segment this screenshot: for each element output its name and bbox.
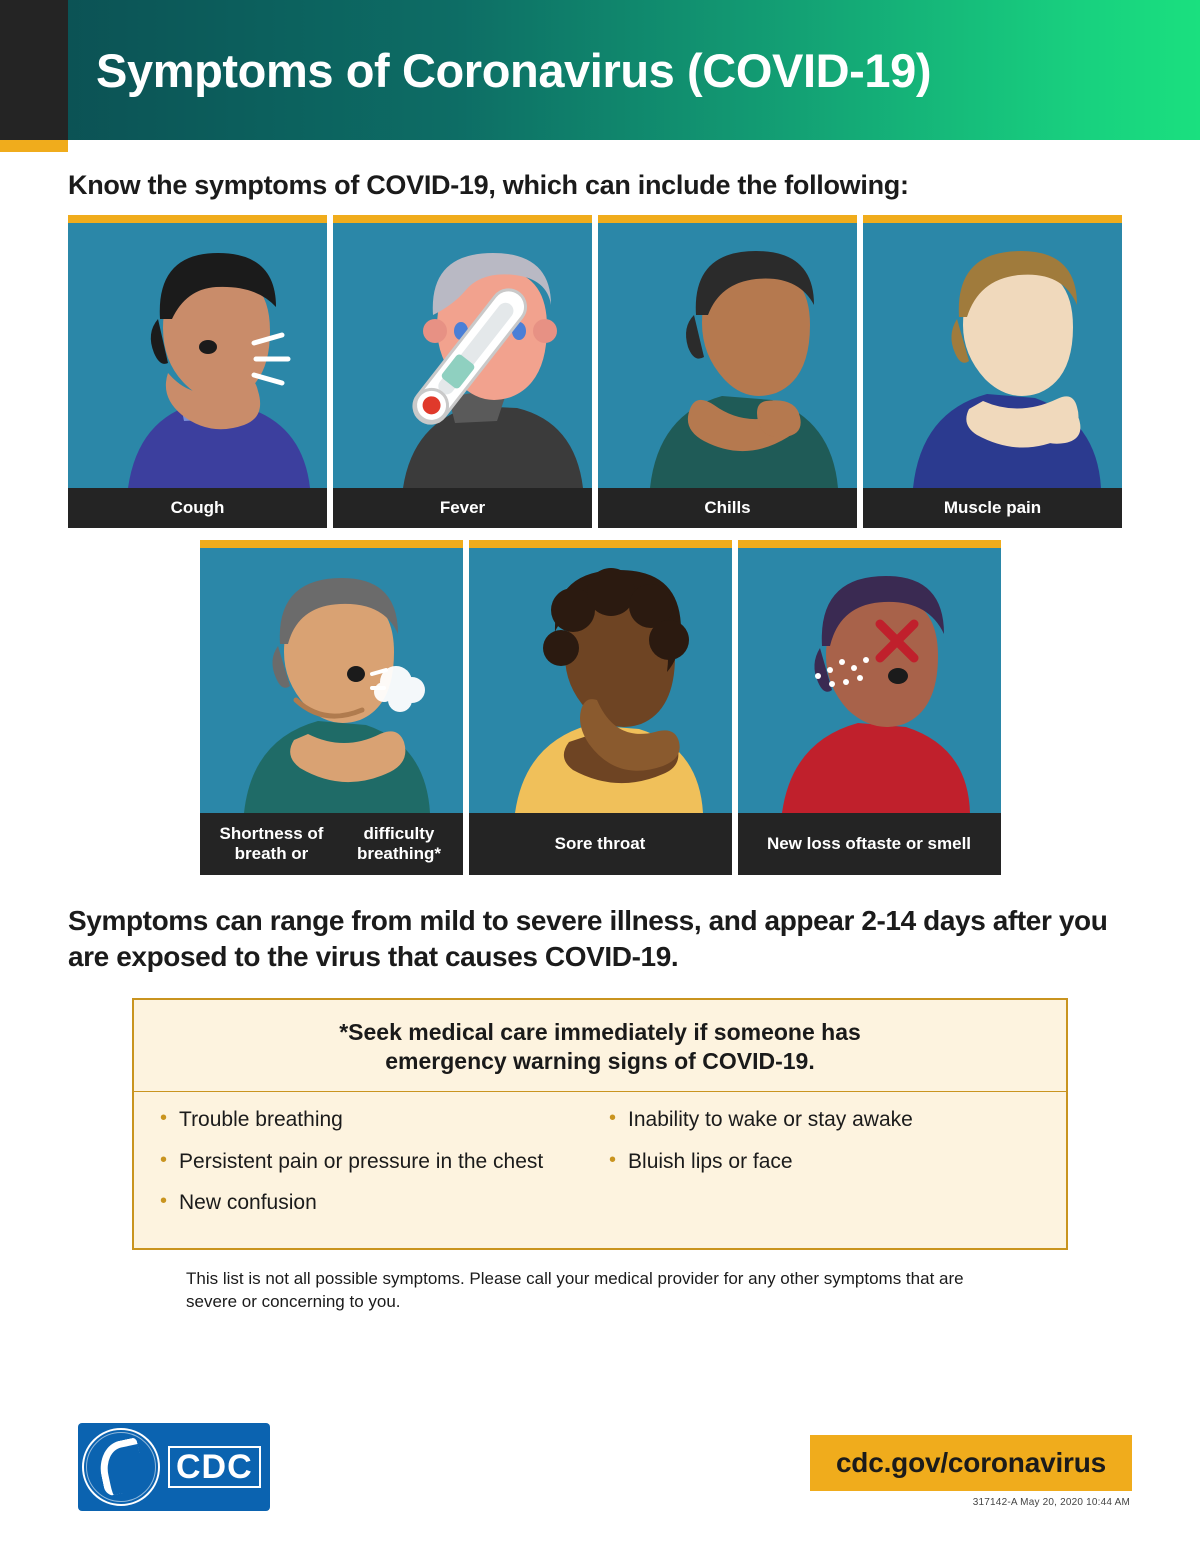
list-item-label: Persistent pain or pressure in the chest — [179, 1149, 544, 1173]
list-item — [160, 1106, 591, 1133]
poster-footer — [0, 1413, 1200, 1553]
bullet-icon: • — [609, 1148, 617, 1171]
disclaimer-text: This list is not all possible symptoms. Please call your medical provider for any other symptoms that are severe or concerning to you. — [186, 1269, 964, 1312]
bullet-icon: • — [160, 1148, 168, 1171]
lede-text: Know the symptoms of COVID-19, which can include the following: — [68, 170, 909, 200]
warning-list-left — [160, 1106, 591, 1230]
symptom-card-cough — [68, 215, 327, 528]
card-top-bar — [738, 540, 1001, 548]
cdc-wordmark: CDC — [168, 1446, 261, 1488]
symptom-label-line2: difficulty breathing* — [356, 824, 441, 863]
symptom-card-muscle-pain — [863, 215, 1122, 528]
symptom-label: Sore throat — [469, 813, 732, 875]
symptom-label: Fever — [333, 488, 592, 528]
card-top-bar — [598, 215, 857, 223]
page-title: Symptoms of Coronavirus (COVID-19) — [96, 43, 932, 97]
person-coughing-icon — [68, 223, 327, 488]
symptom-card-loss-of-taste-smell — [738, 540, 1001, 875]
symptom-row-2 — [68, 540, 1132, 875]
symptom-label: Muscle pain — [863, 488, 1122, 528]
list-item — [609, 1148, 1040, 1175]
header-gold-bar — [0, 140, 68, 152]
symptom-card-fever — [333, 215, 592, 528]
publication-code: 317142-A May 20, 2020 10:44 AM — [972, 1497, 1130, 1508]
person-breathing-icon — [200, 548, 463, 813]
bullet-icon: • — [609, 1107, 617, 1130]
list-item-label: New confusion — [179, 1190, 317, 1214]
warning-list-right — [609, 1106, 1040, 1230]
header-accent-block — [0, 0, 68, 140]
card-top-bar — [333, 215, 592, 223]
person-sore-throat-icon — [469, 548, 732, 813]
symptom-label — [738, 813, 1001, 875]
card-top-bar — [200, 540, 463, 548]
symptom-label — [200, 813, 463, 875]
symptom-label-line2: taste or smell — [861, 834, 972, 854]
thermometer-icon — [333, 223, 592, 488]
warning-heading — [134, 1000, 1066, 1093]
person-shivering-icon — [598, 223, 857, 488]
bullet-icon: • — [160, 1107, 168, 1130]
list-item-label: Inability to wake or stay awake — [628, 1108, 913, 1132]
poster-body — [0, 170, 1200, 1314]
hhs-cdc-logo — [78, 1423, 270, 1511]
cdc-url-link[interactable]: cdc.gov/coronavirus — [810, 1435, 1132, 1491]
person-muscle-pain-icon — [863, 223, 1122, 488]
symptom-card-chills — [598, 215, 857, 528]
poster-header — [0, 0, 1200, 140]
range-statement: Symptoms can range from mild to severe illness, and appear 2-14 days after you are exposed to the virus that causes COVID-19. — [68, 905, 1108, 973]
symptom-card-shortness-of-breath — [200, 540, 463, 875]
bullet-icon: • — [160, 1189, 168, 1212]
list-item-label: Trouble breathing — [179, 1108, 343, 1132]
symptom-label-line1: Shortness of breath or — [219, 824, 324, 863]
card-top-bar — [469, 540, 732, 548]
symptom-row-1 — [68, 215, 1132, 528]
list-item — [609, 1106, 1040, 1133]
emergency-warning-box — [132, 998, 1068, 1250]
hhs-seal-icon — [82, 1428, 160, 1506]
list-item — [160, 1148, 591, 1175]
card-top-bar — [863, 215, 1122, 223]
warning-heading-line1: *Seek medical care immediately if someone has — [339, 1018, 861, 1045]
symptom-label: Cough — [68, 488, 327, 528]
warning-heading-line2: emergency warning signs of COVID-19. — [385, 1047, 815, 1074]
loss-of-smell-icon — [738, 548, 1001, 813]
symptom-card-sore-throat — [469, 540, 732, 875]
list-item — [160, 1189, 591, 1216]
warning-signs-lists — [134, 1092, 1066, 1248]
symptom-label: Chills — [598, 488, 857, 528]
card-top-bar — [68, 215, 327, 223]
symptom-label-line1: New loss of — [766, 834, 862, 854]
list-item-label: Bluish lips or face — [628, 1149, 793, 1173]
